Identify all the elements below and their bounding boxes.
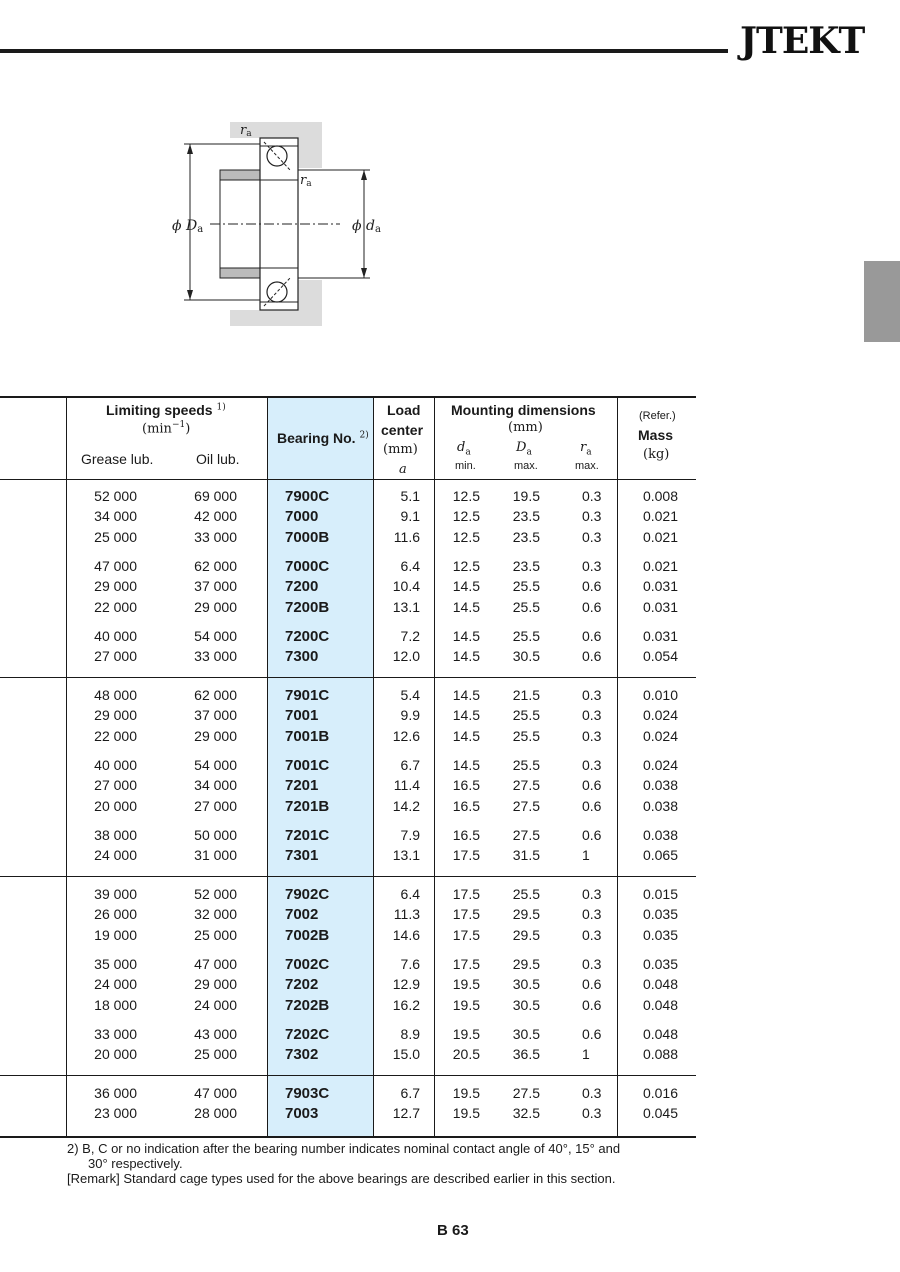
load-center-a: a <box>399 462 407 477</box>
cell-da: 14.5 <box>452 578 480 595</box>
cell-bn: 7200 <box>285 578 319 596</box>
cell-ra: 0.6 <box>582 996 602 1013</box>
cell-m: 0.038 <box>642 777 678 794</box>
cell-ra: 0.3 <box>582 906 602 923</box>
cell-ra: 0.6 <box>582 598 602 615</box>
cell-da: 27.5 <box>512 797 540 814</box>
cell-ra: 0.3 <box>582 926 602 943</box>
cell-g: 39 000 <box>94 886 137 902</box>
limiting-speeds-unit: $(\min^{-1})$ <box>142 420 191 437</box>
cell-o: 25 000 <box>194 1046 237 1063</box>
cell-da: 29.5 <box>512 955 540 972</box>
cell-bn: 7001C <box>285 756 330 774</box>
cell-bn: 7901C <box>285 687 330 704</box>
cell-o: 54 000 <box>194 756 237 773</box>
cell-a: 12.6 <box>392 727 420 744</box>
cell-m: 0.024 <box>642 707 678 724</box>
cell-a: 9.9 <box>400 707 420 724</box>
cell-ra: 0.6 <box>582 648 602 665</box>
header-bottom-rule <box>0 479 696 480</box>
cell-da: 16.5 <box>452 777 480 794</box>
grease-lub-heading: Grease lub. <box>81 451 154 467</box>
cell-da: 19.5 <box>452 996 480 1013</box>
cell-a: 7.6 <box>400 955 420 972</box>
cell-da: 29.5 <box>512 926 540 943</box>
refer-heading: (Refer.) <box>639 410 676 422</box>
cell-m: 0.035 <box>642 955 678 972</box>
cell-o: 50 000 <box>194 826 237 843</box>
svg-text:ϕ da: ϕ da <box>352 218 381 235</box>
cell-o: 29 000 <box>194 598 237 615</box>
cell-m: 0.031 <box>642 598 678 615</box>
cell-o: 47 000 <box>194 1085 237 1101</box>
cell-m: 0.038 <box>642 826 678 843</box>
cell-o: 25 000 <box>194 926 237 943</box>
cell-o: 28 000 <box>194 1105 237 1122</box>
group-separator <box>0 876 696 877</box>
cell-g: 26 000 <box>94 906 137 923</box>
cell-o: 62 000 <box>194 557 237 574</box>
cell-da: 20.5 <box>452 1046 480 1063</box>
cell-g: 52 000 <box>94 488 137 504</box>
cell-a: 14.2 <box>392 797 420 814</box>
cell-ra: 0.3 <box>582 1105 602 1122</box>
cell-ra: 0.3 <box>582 707 602 724</box>
cell-da: 25.5 <box>512 578 540 595</box>
table-row <box>0 1046 696 1066</box>
cell-bn: 7301 <box>285 847 319 865</box>
cell-o: 27 000 <box>194 797 237 814</box>
table-row <box>0 508 696 528</box>
table-row <box>0 927 696 947</box>
table-row <box>0 529 696 549</box>
cell-da: 12.5 <box>452 508 480 525</box>
cell-ra: 1 <box>582 1046 590 1063</box>
cell-g: 47 000 <box>94 557 137 574</box>
cell-g: 33 000 <box>94 1025 137 1042</box>
cell-o: 69 000 <box>194 488 237 504</box>
cell-m: 0.010 <box>642 687 678 703</box>
cell-bn: 7002B <box>285 926 330 944</box>
cell-bn: 7002 <box>285 906 319 924</box>
cell-a: 6.7 <box>400 756 420 773</box>
cell-bn: 7201 <box>285 777 319 795</box>
cell-da: 17.5 <box>452 906 480 923</box>
cell-ra: 0.6 <box>582 1025 602 1042</box>
cell-ra: 1 <box>582 847 590 864</box>
cell-a: 11.4 <box>393 777 420 794</box>
cell-da: 17.5 <box>452 926 480 943</box>
cell-m: 0.048 <box>642 996 678 1013</box>
cell-a: 11.6 <box>393 528 420 545</box>
cell-m: 0.048 <box>642 1025 678 1042</box>
cell-g: 40 000 <box>94 627 137 644</box>
cell-m: 0.024 <box>642 727 678 744</box>
cell-bn: 7902C <box>285 886 330 903</box>
ra-max: max. <box>575 460 599 472</box>
remark: [Remark] Standard cage types used for the above bearings are described earlier in this section. <box>67 1171 616 1186</box>
cell-m: 0.065 <box>642 847 678 864</box>
cell-ra: 0.3 <box>582 488 602 504</box>
cell-a: 16.2 <box>392 996 420 1013</box>
cell-a: 12.9 <box>392 976 420 993</box>
table-row <box>0 997 696 1017</box>
cell-da: 25.5 <box>512 886 540 902</box>
cell-da: 12.5 <box>452 557 480 574</box>
cell-ra: 0.3 <box>582 508 602 525</box>
cell-bn: 7000C <box>285 557 330 575</box>
ra-heading: $r_a$ <box>580 440 592 458</box>
cell-da: 30.5 <box>512 648 540 665</box>
page-number: B 63 <box>437 1222 469 1239</box>
cell-bn: 7200C <box>285 627 330 645</box>
cell-bn: 7001 <box>285 707 319 725</box>
cell-m: 0.008 <box>642 488 678 504</box>
table-row <box>0 558 696 578</box>
cell-da: 14.5 <box>452 727 480 744</box>
table-row <box>0 847 696 867</box>
cell-da: 17.5 <box>452 847 480 864</box>
cell-a: 10.4 <box>392 578 420 595</box>
cell-a: 9.1 <box>400 508 420 525</box>
cell-a: 6.7 <box>400 1085 420 1101</box>
cell-a: 6.4 <box>400 557 420 574</box>
cell-da: 29.5 <box>512 906 540 923</box>
cell-ra: 0.6 <box>582 627 602 644</box>
cell-bn: 7202C <box>285 1025 330 1043</box>
cell-da: 12.5 <box>452 488 480 504</box>
limiting-speeds-heading: Limiting speeds $^{1)}$ <box>106 402 226 418</box>
cell-m: 0.048 <box>642 976 678 993</box>
cell-bn: 7900C <box>285 488 330 505</box>
cell-m: 0.021 <box>642 508 678 525</box>
cell-ra: 0.6 <box>582 797 602 814</box>
cell-da: 36.5 <box>512 1046 540 1063</box>
jtekt-logo: JTEKT <box>740 20 865 62</box>
da-min: min. <box>455 460 476 472</box>
cell-bn: 7300 <box>285 648 319 666</box>
cell-ra: 0.3 <box>582 756 602 773</box>
table-top-rule <box>0 396 696 398</box>
cell-da: 12.5 <box>452 528 480 545</box>
cell-g: 22 000 <box>94 598 137 615</box>
table-row <box>0 648 696 668</box>
cell-bn: 7000B <box>285 528 330 546</box>
cell-g: 23 000 <box>94 1105 137 1122</box>
table-row <box>0 757 696 777</box>
svg-text:ra: ra <box>300 173 312 189</box>
cell-da: 14.5 <box>452 756 480 773</box>
cell-bn: 7001B <box>285 727 330 745</box>
cell-a: 5.4 <box>400 687 420 703</box>
cell-a: 14.6 <box>392 926 420 943</box>
cell-bn: 7201C <box>285 826 330 844</box>
cell-o: 52 000 <box>194 886 237 902</box>
cell-da: 19.5 <box>452 1025 480 1042</box>
cell-bn: 7903C <box>285 1085 330 1102</box>
cell-da: 23.5 <box>512 528 540 545</box>
cell-m: 0.031 <box>642 578 678 595</box>
table-row <box>0 628 696 648</box>
cell-m: 0.031 <box>642 627 678 644</box>
cell-o: 32 000 <box>194 906 237 923</box>
cell-g: 36 000 <box>94 1085 137 1101</box>
cell-g: 18 000 <box>94 996 137 1013</box>
cell-g: 29 000 <box>94 707 137 724</box>
cell-da: 14.5 <box>452 627 480 644</box>
cell-da: 19.5 <box>452 1105 480 1122</box>
section-tab <box>864 261 900 342</box>
bearing-mounting-diagram <box>160 118 400 330</box>
cell-a: 15.0 <box>392 1046 420 1063</box>
ra-mid-label: r <box>300 173 307 188</box>
table-row <box>0 728 696 748</box>
table-row <box>0 1026 696 1046</box>
note-2-line2: 30° respectively. <box>88 1156 183 1171</box>
table-row <box>0 777 696 797</box>
cell-o: 42 000 <box>194 508 237 525</box>
cell-ra: 0.3 <box>582 727 602 744</box>
cell-da: 32.5 <box>512 1105 540 1122</box>
cell-o: 37 000 <box>194 707 237 724</box>
mass-heading: Mass <box>638 427 674 443</box>
cell-a: 12.0 <box>392 648 420 665</box>
cell-ra: 0.3 <box>582 557 602 574</box>
cell-da: 16.5 <box>452 826 480 843</box>
cell-ra: 0.6 <box>582 826 602 843</box>
cell-da: 19.5 <box>512 488 540 504</box>
cell-a: 8.9 <box>400 1025 420 1042</box>
cell-da: 31.5 <box>512 847 540 864</box>
da-heading: $d_a$ <box>457 440 471 458</box>
cell-o: 47 000 <box>194 955 237 972</box>
table-row <box>0 886 696 906</box>
table-row <box>0 687 696 707</box>
cell-o: 33 000 <box>194 528 237 545</box>
group-separator <box>0 1075 696 1076</box>
cell-o: 29 000 <box>194 976 237 993</box>
cell-da: 25.5 <box>512 707 540 724</box>
cell-m: 0.015 <box>642 886 678 902</box>
table-row <box>0 1085 696 1105</box>
cell-o: 43 000 <box>194 1025 237 1042</box>
cell-bn: 7200B <box>285 598 330 616</box>
load-center-unit: (mm) <box>383 442 418 457</box>
cell-g: 19 000 <box>94 926 137 943</box>
cell-g: 34 000 <box>94 508 137 525</box>
mounting-dimensions-heading: Mounting dimensions <box>451 402 596 418</box>
cell-m: 0.045 <box>642 1105 678 1122</box>
cell-da: 14.5 <box>452 598 480 615</box>
cell-bn: 7003 <box>285 1105 319 1123</box>
cell-da: 14.5 <box>452 707 480 724</box>
cell-da: 16.5 <box>452 797 480 814</box>
cell-da: 30.5 <box>512 976 540 993</box>
cell-g: 24 000 <box>94 976 137 993</box>
cell-ra: 0.3 <box>582 687 602 703</box>
cell-g: 35 000 <box>94 955 137 972</box>
cell-da: 23.5 <box>512 557 540 574</box>
center-heading: center <box>381 422 424 438</box>
table-row <box>0 956 696 976</box>
cell-bn: 7000 <box>285 508 319 526</box>
cell-o: 29 000 <box>194 727 237 744</box>
svg-text:ϕ Da: ϕ Da <box>172 218 204 235</box>
cell-a: 13.1 <box>392 847 420 864</box>
table-row <box>0 827 696 847</box>
table-row <box>0 798 696 818</box>
Da-heading: $D_a$ <box>516 440 532 458</box>
group-separator <box>0 677 696 678</box>
cell-g: 20 000 <box>94 1046 137 1063</box>
cell-bn: 7302 <box>285 1046 319 1064</box>
cell-g: 48 000 <box>94 687 137 703</box>
cell-g: 40 000 <box>94 756 137 773</box>
cell-da: 19.5 <box>452 976 480 993</box>
cell-o: 37 000 <box>194 578 237 595</box>
table-bottom-rule <box>0 1136 696 1138</box>
cell-o: 54 000 <box>194 627 237 644</box>
cell-a: 6.4 <box>400 886 420 902</box>
table-row <box>0 906 696 926</box>
cell-g: 38 000 <box>94 826 137 843</box>
cell-da: 25.5 <box>512 727 540 744</box>
cell-da: 14.5 <box>452 687 480 703</box>
cell-bn: 7201B <box>285 797 330 815</box>
cell-da: 21.5 <box>512 687 540 703</box>
load-heading: Load <box>387 402 421 418</box>
oil-lub-heading: Oil lub. <box>196 451 240 467</box>
cell-a: 12.7 <box>392 1105 420 1122</box>
cell-g: 20 000 <box>94 797 137 814</box>
cell-ra: 0.3 <box>582 1085 602 1101</box>
mounting-unit: (mm) <box>508 420 543 435</box>
cell-o: 34 000 <box>194 777 237 794</box>
cell-m: 0.035 <box>642 926 678 943</box>
cell-g: 25 000 <box>94 528 137 545</box>
cell-da: 17.5 <box>452 886 480 902</box>
cell-g: 27 000 <box>94 648 137 665</box>
cell-ra: 0.6 <box>582 777 602 794</box>
cell-g: 22 000 <box>94 727 137 744</box>
cell-o: 62 000 <box>194 687 237 703</box>
cell-m: 0.016 <box>642 1085 678 1101</box>
table-row <box>0 578 696 598</box>
cell-da: 23.5 <box>512 508 540 525</box>
Da-label: ϕ D <box>172 218 198 234</box>
cell-ra: 0.6 <box>582 578 602 595</box>
table-row <box>0 599 696 619</box>
cell-a: 5.1 <box>400 488 420 504</box>
Da-max: max. <box>514 460 538 472</box>
svg-text:ra: ra <box>240 123 252 139</box>
cell-ra: 0.3 <box>582 528 602 545</box>
cell-da: 25.5 <box>512 598 540 615</box>
cell-bn: 7202B <box>285 996 330 1014</box>
cell-da: 14.5 <box>452 648 480 665</box>
cell-da: 27.5 <box>512 777 540 794</box>
cell-m: 0.054 <box>642 648 678 665</box>
cell-da: 30.5 <box>512 1025 540 1042</box>
cell-da: 19.5 <box>452 1085 480 1101</box>
bearing-no-heading: Bearing No. $^{2)}$ <box>277 430 369 446</box>
cell-o: 31 000 <box>194 847 237 864</box>
cell-ra: 0.3 <box>582 955 602 972</box>
cell-a: 7.2 <box>400 627 420 644</box>
cell-a: 7.9 <box>400 826 420 843</box>
cell-a: 13.1 <box>392 598 420 615</box>
cell-da: 27.5 <box>512 826 540 843</box>
table-row <box>0 1105 696 1125</box>
cell-da: 25.5 <box>512 756 540 773</box>
ra-top-label: r <box>240 123 247 138</box>
cell-da: 30.5 <box>512 996 540 1013</box>
table-row <box>0 707 696 727</box>
cell-o: 24 000 <box>194 996 237 1013</box>
cell-g: 24 000 <box>94 847 137 864</box>
cell-o: 33 000 <box>194 648 237 665</box>
cell-g: 29 000 <box>94 578 137 595</box>
cell-g: 27 000 <box>94 777 137 794</box>
cell-m: 0.035 <box>642 906 678 923</box>
cell-bn: 7002C <box>285 955 330 973</box>
cell-bn: 7202 <box>285 976 319 994</box>
cell-ra: 0.3 <box>582 886 602 902</box>
cell-m: 0.038 <box>642 797 678 814</box>
cell-da: 27.5 <box>512 1085 540 1101</box>
cell-m: 0.021 <box>642 557 678 574</box>
cell-da: 17.5 <box>452 955 480 972</box>
mass-unit: (kg) <box>643 447 670 462</box>
table-row <box>0 488 696 508</box>
note-2-line1: 2) B, C or no indication after the bearing number indicates nominal contact angle of 40°, 15° and <box>67 1141 621 1156</box>
cell-m: 0.024 <box>642 756 678 773</box>
cell-a: 11.3 <box>393 906 420 923</box>
cell-da: 25.5 <box>512 627 540 644</box>
table-row <box>0 976 696 996</box>
cell-m: 0.088 <box>642 1046 678 1063</box>
da-label: ϕ d <box>352 218 375 234</box>
top-rule <box>0 49 728 53</box>
cell-ra: 0.6 <box>582 976 602 993</box>
cell-m: 0.021 <box>642 528 678 545</box>
